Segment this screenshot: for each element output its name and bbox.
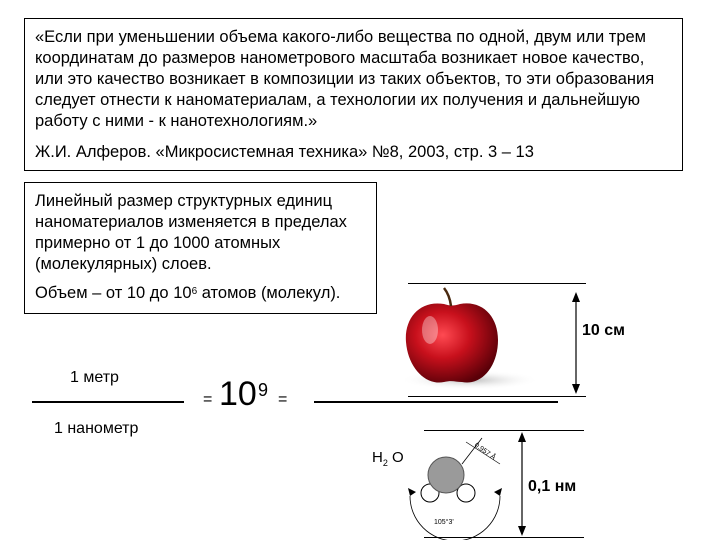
fraction-line <box>32 401 184 403</box>
apple-dimension-label: 10 см <box>582 322 625 339</box>
size-info-box <box>24 182 377 314</box>
volume-exponent: 6 <box>191 286 198 297</box>
water-molecule-figure <box>400 428 530 540</box>
apple-body-icon <box>406 303 498 382</box>
bond-angle-label: 105°3' <box>434 519 454 526</box>
equals-sign-left: = <box>203 391 213 408</box>
power-exponent: 9 <box>258 380 269 400</box>
oxygen-atom-icon <box>428 457 464 493</box>
molecule-dimension-label: 0,1 нм <box>528 478 577 495</box>
ratio-numerator: 1 метр <box>70 369 119 386</box>
bond-length-label: 0,957 Å <box>472 441 497 462</box>
power-base: 10 <box>219 375 257 413</box>
quote-citation: Ж.И. Алферов. «Микросистемная техника» №8, 2003, стр. 3 – 13 <box>35 143 534 161</box>
volume-suffix: атомов (молекул). <box>197 284 341 302</box>
quote-text: «Если при уменьшении объема какого-либо вещества по одной, двум или трем координатам до размеров нанометрового масштаба возникает новое качество, или это качество возникает в композиции из таких объектов, то эти образования следует отнести к наноматериалам, а технологии их получения и дальнейшую работу с ними - к нанотехнологиям.» <box>35 28 655 130</box>
size-info-text: Линейный размер структурных единиц наноматериалов изменяется в пределах примерно от 1 до 1000 атомных (молекулярных) слоев. <box>35 192 347 273</box>
apple-figure <box>400 282 590 400</box>
volume-prefix: Объем – от 10 до 10 <box>35 284 192 302</box>
volume-line <box>35 283 366 304</box>
result-line <box>314 401 558 403</box>
ratio-denominator: 1 нанометр <box>54 420 139 437</box>
water-formula <box>372 449 404 468</box>
apple-stem-icon <box>444 288 451 306</box>
water-subscript: 2 <box>382 458 388 468</box>
water-h-label: H <box>372 449 383 466</box>
water-o-label: O <box>387 449 404 466</box>
equals-sign-right: = <box>278 391 288 408</box>
quote-box <box>24 18 683 171</box>
